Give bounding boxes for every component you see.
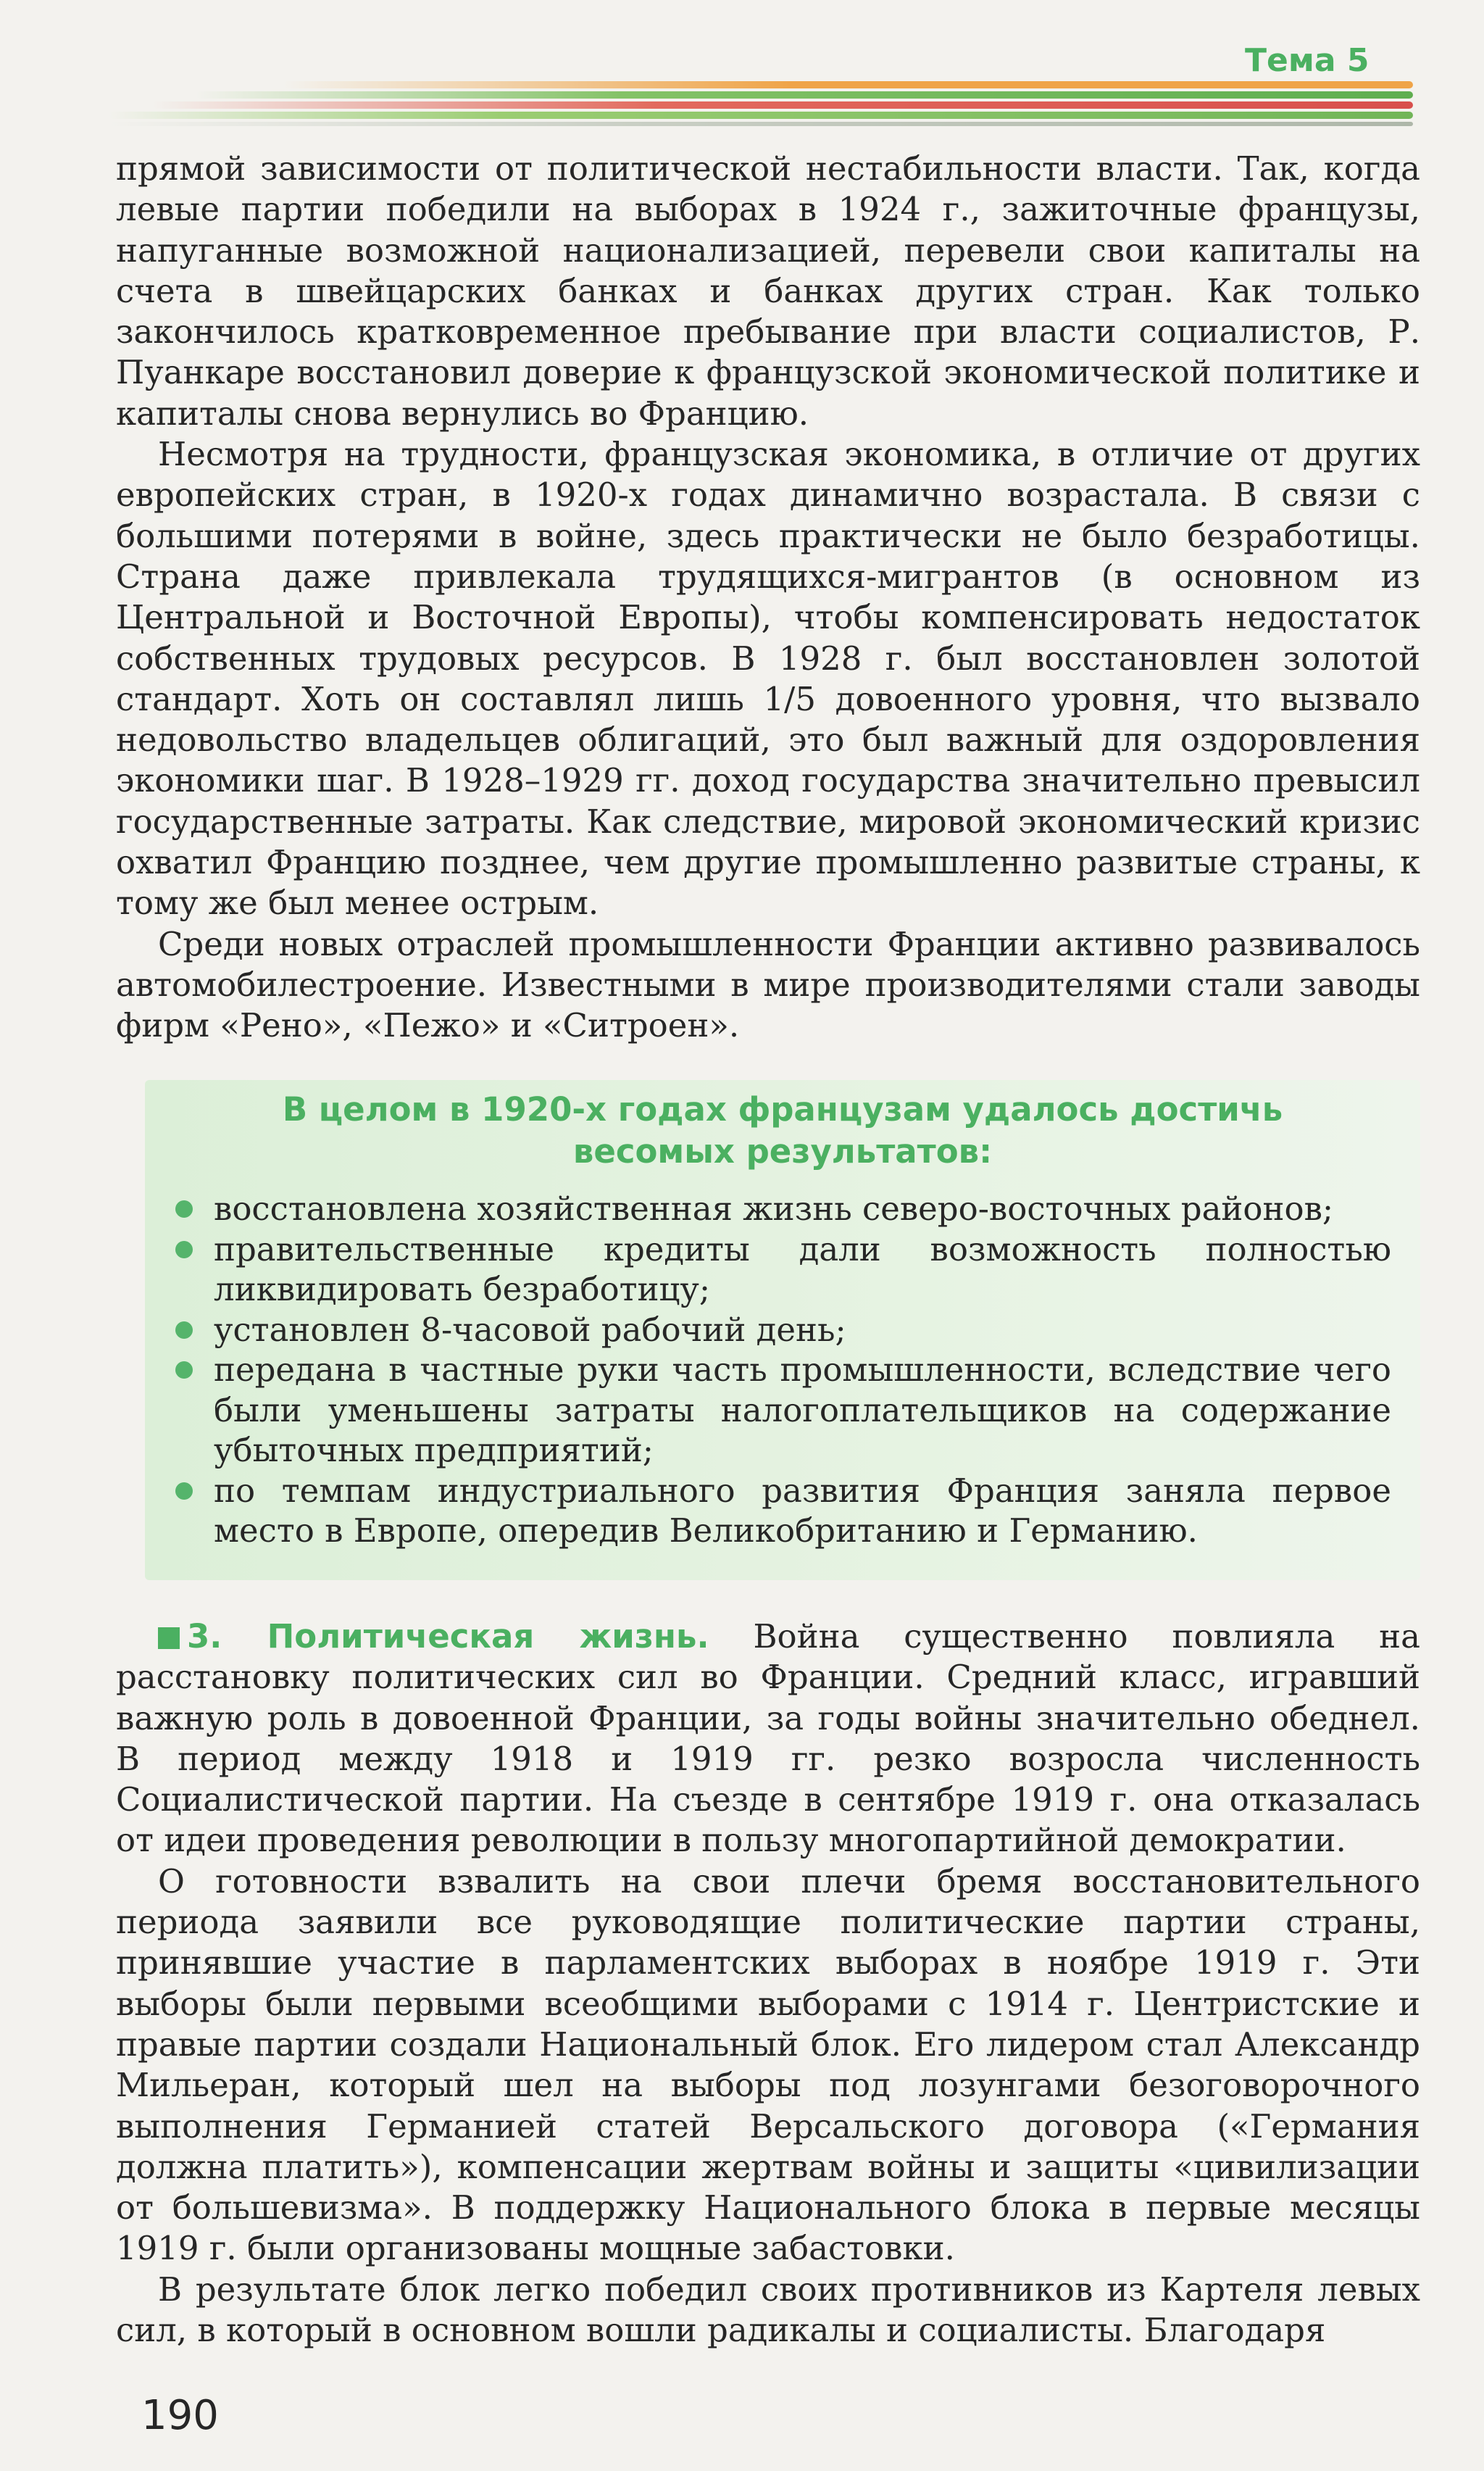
topic-label: Тема 5 (1245, 42, 1370, 79)
list-item (174, 1310, 1391, 1350)
bullet-icon (175, 1241, 193, 1258)
list-item (174, 1350, 1391, 1471)
highlight-title-line1: В целом в 1920-х годах французам удалось достичь (282, 1090, 1283, 1129)
stripe-gray (109, 122, 1413, 126)
list-item (174, 1189, 1391, 1229)
paragraph-election-result: В результате блок легко победил своих противников из Картеля левых сил, в который в основном вошли радикалы и социалисты. Благодаря (116, 2269, 1420, 2350)
top-text-block (116, 149, 1420, 1047)
bullet-icon (175, 1361, 193, 1379)
list-item-text: правительственные кредиты дали возможность полностью ликвидировать безработицу; (214, 1229, 1391, 1308)
list-item (174, 1471, 1391, 1551)
stripe-green (196, 91, 1413, 99)
highlight-list (174, 1189, 1391, 1551)
paragraph-continuation: прямой зависимости от политической нестабильности власти. Так, когда левые партии победили на выборах в 1924 г., зажиточные французы, напуганные возможной национализацией, перевели свои капиталы на счета в швейцарских банках и банках других стран. Как только закончилось кратковременное пребывание при власти социалистов, Р. Пуанкаре восстановил доверие к французской экономической политике и капиталы снова вернулись во Францию. (116, 149, 1420, 433)
section-marker-icon (158, 1627, 180, 1649)
list-item-text: по темпам индустриального развития Франция заняла первое место в Европе, опередив Великобританию и Германию. (214, 1471, 1391, 1550)
paragraph-economy-growth: Несмотря на трудности, французская экономика, в отличие от других европейских стран, в 1920-х годах динамично возрастала. В связи с большими потерями в войне, здесь практически не было безработицы. Страна даже привлекала трудящихся-мигрантов (в основном из Центральной и Восточной Европы), чтобы компенсировать недостаток собственных трудовых ресурсов. В 1928 г. был восстановлен золотой стандарт. Хоть он составлял лишь 1/5 довоенного уровня, что вызвало недовольство владельцев облигаций, это был важный для оздоровления экономики шаг. В 1928–1929 гг. доход государства значительно превысил государственные затраты. Как следствие, мировой экономический кризис охватил Францию позднее, чем другие промышленно развитые страны, к тому же был менее острым. (116, 435, 1420, 923)
list-item-text: установлен 8-часовой рабочий день; (214, 1310, 846, 1349)
highlight-box-title (145, 1089, 1420, 1173)
section-3-title: 3. Политическая жизнь. (187, 1617, 709, 1656)
decorative-stripes (109, 81, 1413, 135)
paragraph-national-bloc: О готовности взвалить на свои плечи бремя восстановительного периода заявили все руководящие политические партии страны, принявшие участие в парламентских выборах в ноябре 1919 г. Эти выборы были первыми всеобщими выборами с 1914 г. Центристские и правые партии создали Национальный блок. Его лидером стал Александр Мильеран, который шел на выборы под лозунгами безоговорочного выполнения Германией статей Версальского договора («Германия должна платить»), компенсации жертвам войны и защиты «цивилизации от большевизма». В поддержку Национального блока в первые месяцы 1919 г. были организованы мощные забастовки. (116, 1861, 1420, 2268)
highlight-title-line2: весомых результатов: (572, 1132, 993, 1171)
list-item (174, 1229, 1391, 1310)
list-item-text: передана в частные руки часть промышленности, вследствие чего были уменьшены затраты налогоплательщиков на содержание убыточных предприятий; (214, 1350, 1391, 1469)
section-3 (116, 1616, 1420, 2351)
paragraph-automobile-industry: Среди новых отраслей промышленности Франции активно развивалось автомобилестроение. Известными в мире производителями стали заводы фирм «Рено», «Пежо» и «Ситроен». (116, 924, 1420, 1045)
section-3-lead (116, 1616, 1420, 1861)
list-item-text: восстановлена хозяйственная жизнь северо-восточных районов; (214, 1189, 1334, 1228)
page-number: 190 (141, 2392, 219, 2439)
bullet-icon (175, 1321, 193, 1339)
bullet-icon (175, 1482, 193, 1500)
stripe-light-green (109, 112, 1413, 119)
stripe-red (152, 101, 1413, 109)
bullet-icon (175, 1200, 193, 1218)
section-3-lead-text: Война существенно повлияла на расстановку политических сил во Франции. Средний класс, игравший важную роль в довоенной Франции, за годы войны значительно обеднел. В период между 1918 и 1919 гг. резко возросла численность Социалистической партии. На съезде в сентябре 1919 г. она отказалась от идеи проведения революции в пользу многопартийной демократии. (116, 1617, 1420, 1860)
stripe-orange (283, 81, 1413, 88)
